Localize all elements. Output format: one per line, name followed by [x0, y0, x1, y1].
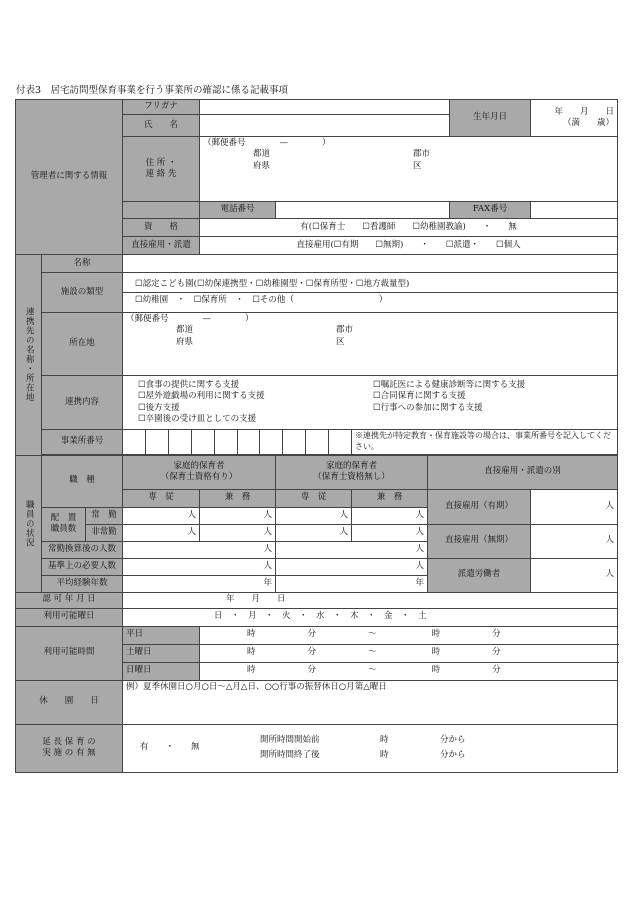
unit-person: 人 — [605, 500, 615, 511]
hour-unit: 時 — [431, 647, 441, 658]
fax-field[interactable] — [531, 202, 618, 219]
prefecture-label-2: 府県 — [253, 160, 271, 171]
hour-unit: 時 — [380, 734, 389, 745]
fax-label: FAX番号 — [450, 202, 531, 219]
avg-years-unlicensed-field[interactable] — [276, 575, 428, 592]
facility-type-options[interactable] — [123, 273, 618, 313]
fte-unlicensed-field[interactable] — [276, 541, 428, 558]
fte-licensed-field[interactable] — [123, 541, 276, 558]
confirmation-form — [15, 99, 618, 773]
employment-options[interactable]: 直接雇用(☐有期 ☐無期) ・ ☐派遣・ ☐個人 — [200, 237, 618, 255]
range-tilde: ～ — [368, 665, 377, 676]
office-number-digit[interactable] — [306, 430, 329, 454]
partner-city-2: 区 — [336, 336, 345, 347]
minute-unit: 分 — [307, 647, 317, 658]
manager-section-label: 管理者に関する情報 — [16, 100, 123, 255]
dispatch-field[interactable] — [531, 558, 618, 592]
holiday-field[interactable] — [123, 680, 618, 724]
hour-unit: 時 — [431, 629, 441, 640]
office-number-note: ※連携先が特定教育・保育施設等の場合は、事業所番号を記入してください。 — [352, 430, 618, 455]
staff-section-label: 職員の状況 — [16, 455, 42, 592]
unlicensed-part-nonregular[interactable] — [352, 524, 428, 541]
placement-label: 配 置 — [50, 512, 77, 523]
phone-field[interactable] — [276, 202, 450, 219]
available-days-label: 利用可能曜日 — [16, 608, 123, 626]
birthdate-label: 生年月日 — [450, 100, 531, 137]
partner-location-field[interactable] — [123, 313, 618, 376]
address-field[interactable] — [200, 137, 618, 202]
office-number-digit[interactable] — [238, 430, 261, 454]
qualification-label: 資 格 — [123, 219, 200, 237]
office-number-digit[interactable] — [123, 430, 146, 454]
col-unlicensed-header — [276, 455, 428, 489]
avg-years-label: 平均経験年数 — [42, 575, 123, 592]
extended-label-line1: 延 長 保 育 の — [42, 736, 96, 747]
job-type-label: 職 種 — [42, 455, 123, 507]
col-licensed-sub: （保育士資格有り） — [160, 472, 238, 483]
unlicensed-full-nonregular[interactable] — [276, 524, 352, 541]
office-number-digit[interactable] — [329, 430, 351, 454]
after-closing-label: 開所時間終了後 — [260, 750, 320, 761]
weekday-label: 平日 — [123, 626, 200, 644]
unit-person: 人 — [415, 560, 425, 571]
minute-unit: 分 — [307, 665, 317, 676]
saturday-label: 土曜日 — [123, 644, 200, 662]
extended-yes-no[interactable]: 有 ・ 無 — [140, 742, 200, 753]
saturday-hours-field[interactable] — [200, 644, 618, 662]
unlicensed-part-regular[interactable] — [352, 507, 428, 524]
partner-content-options[interactable] — [123, 376, 618, 430]
unlicensed-full-header: 専 従 — [276, 489, 352, 507]
available-days-field[interactable] — [123, 608, 618, 626]
hour-unit: 時 — [431, 665, 441, 676]
regular-label: 常 勤 — [86, 507, 123, 524]
birthdate-value: 年 月 日 — [554, 106, 615, 117]
office-number-digit[interactable] — [260, 430, 283, 454]
avg-years-licensed-field[interactable] — [123, 575, 276, 592]
age-value: （満 歳） — [563, 118, 615, 128]
unit-year: 年 — [263, 577, 273, 588]
content-joint-care-checkbox[interactable]: ☐合同保育に関する支援 — [373, 391, 466, 402]
weekday-hours-field[interactable] — [200, 626, 618, 644]
hour-unit: 時 — [247, 629, 256, 640]
from-minutes: 分から — [440, 750, 466, 761]
form-caption: 付表3 居宅訪問型保育事業を行う事業所の確認に係る記載事項 — [16, 85, 289, 96]
sunday-hours-field[interactable] — [200, 662, 618, 680]
licensed-part-nonregular[interactable] — [200, 524, 276, 541]
unit-person: 人 — [415, 543, 425, 554]
furigana-field[interactable] — [200, 100, 450, 115]
partner-location-label: 所在地 — [42, 313, 123, 376]
office-number-digit[interactable] — [192, 430, 215, 454]
office-number-digit[interactable] — [215, 430, 238, 454]
licensed-full-header: 専 従 — [123, 489, 200, 507]
extended-care-field[interactable] — [123, 724, 618, 772]
hour-unit: 時 — [247, 647, 256, 658]
content-graduation-checkbox[interactable]: ☐卒園後の受け皿としての支援 — [138, 413, 257, 424]
range-tilde: ～ — [368, 647, 377, 658]
extended-care-label — [16, 724, 123, 772]
unit-person: 人 — [605, 535, 615, 546]
facility-type-label: 施設の類型 — [42, 273, 123, 313]
employment-label: 直接雇用・派遣 — [123, 237, 200, 255]
partner-city-1: 郡市 — [336, 325, 354, 336]
before-opening-label: 開所時間開始前 — [260, 734, 320, 745]
content-playground-checkbox[interactable]: ☐屋外遊戯場の利用に関する支援 — [138, 391, 265, 402]
available-hours-label: 利用可能時間 — [16, 626, 123, 680]
partner-name-field[interactable] — [123, 255, 618, 273]
partner-section-label: 連携先の名称・所在地 — [16, 255, 42, 456]
unit-person: 人 — [187, 526, 197, 537]
required-licensed-field[interactable] — [123, 558, 276, 575]
dispatch-label: 派遣労働者 — [428, 558, 531, 592]
minute-unit: 分 — [492, 647, 501, 658]
facility-type-line1: ☐認定こども園(☐幼保連携型・☐幼稚園型・☐保育所型・☐地方裁量型) — [123, 277, 617, 293]
unit-person: 人 — [263, 509, 273, 520]
minute-unit: 分 — [492, 665, 501, 676]
phone-label: 電話番号 — [200, 202, 276, 219]
unit-person: 人 — [187, 509, 197, 520]
office-number-digit[interactable] — [283, 430, 306, 454]
office-number-boxes[interactable] — [123, 430, 352, 455]
col-licensed-title: 家庭的保育者 — [173, 460, 225, 471]
from-minutes: 分から — [440, 734, 466, 745]
licensed-part-regular[interactable] — [200, 507, 276, 524]
partner-postal-code: （郵便番号 — ） — [126, 314, 254, 324]
unit-person: 人 — [263, 560, 273, 571]
address-label-line2: 連 絡 先 — [145, 169, 177, 179]
minute-unit: 分 — [492, 629, 501, 640]
content-backup-checkbox[interactable]: ☐後方支援 — [138, 402, 180, 413]
licensed-part-header: 兼 務 — [200, 489, 276, 507]
col-licensed-header — [123, 455, 276, 489]
partner-prefecture-2: 府県 — [176, 336, 194, 347]
required-label: 基準上の必要人数 — [42, 558, 123, 575]
unit-person: 人 — [415, 526, 425, 537]
office-number-digit[interactable] — [169, 430, 192, 454]
content-events-checkbox[interactable]: ☐行事への参加に関する支援 — [373, 402, 483, 413]
unit-person: 人 — [339, 509, 349, 520]
prefecture-label-1: 都道 — [253, 149, 271, 160]
extended-label-line2: 実 施 の 有 無 — [42, 748, 96, 759]
unlicensed-part-header: 兼 務 — [352, 489, 428, 507]
partner-prefecture-1: 都道 — [176, 325, 194, 336]
licensed-full-regular[interactable] — [123, 507, 200, 524]
city-label-1: 郡市 — [413, 149, 431, 160]
postal-code: （郵便番号 — ） — [203, 138, 331, 148]
unit-person: 人 — [605, 569, 615, 580]
approval-date-label: 認 可 年 月 日 — [16, 592, 123, 608]
unit-person: 人 — [415, 509, 425, 520]
office-number-label: 事業所番号 — [42, 430, 123, 455]
minute-unit: 分 — [307, 629, 317, 640]
nonregular-label: 非常勤 — [86, 524, 123, 541]
hour-unit: 時 — [380, 750, 389, 761]
name-label: 氏 名 — [123, 115, 200, 137]
unit-year: 年 — [415, 577, 425, 588]
unit-person: 人 — [339, 526, 349, 537]
direct-fixed-label: 直接雇用（有期） — [428, 489, 531, 524]
unit-person: 人 — [263, 526, 273, 537]
approval-date-value: 年 月 日 — [226, 594, 286, 605]
holiday-label: 休 園 日 — [16, 680, 123, 724]
available-days-value: 日 ・ 月 ・ 火 ・ 水 ・ 木 ・ 金 ・ 土 — [214, 611, 427, 622]
furigana-label: フリガナ — [123, 100, 200, 115]
partner-name-label: 名称 — [42, 255, 123, 273]
direct-indef-field[interactable] — [531, 524, 618, 558]
address-label-cont — [123, 202, 200, 219]
qualification-options[interactable]: 有(☐保育士 ☐看護師 ☐幼稚園教諭) ・ 無 — [200, 219, 618, 237]
office-number-digit[interactable] — [146, 430, 169, 454]
hour-unit: 時 — [247, 665, 256, 676]
partner-content-label: 連携内容 — [42, 376, 123, 430]
unit-person: 人 — [263, 543, 273, 554]
city-label-2: 区 — [413, 160, 422, 171]
holiday-example: 例）夏季休園日○月○日～△月△日、○○行事の振替休日○月第△曜日 — [126, 681, 387, 692]
col-unlicensed-title: 家庭的保育者 — [326, 460, 378, 471]
content-meal-checkbox[interactable]: ☐食事の提供に関する支援 — [138, 379, 240, 390]
sunday-label: 日曜日 — [123, 662, 200, 680]
birthdate-field[interactable] — [531, 100, 618, 137]
content-doctor-checkbox[interactable]: ☐嘱託医による健康診断等に関する支援 — [373, 379, 526, 390]
placement-count-label — [42, 507, 86, 541]
address-label — [123, 137, 200, 202]
facility-type-line2: ☐幼稚園 ・ ☐保育所 ・ ☐その他（ ） — [135, 295, 388, 305]
licensed-full-nonregular[interactable] — [123, 524, 200, 541]
approval-date-field[interactable] — [123, 592, 618, 608]
fte-label: 常勤換算後の人数 — [42, 541, 123, 558]
count-label: 職員数 — [50, 524, 77, 535]
required-unlicensed-field[interactable] — [276, 558, 428, 575]
range-tilde: ～ — [368, 629, 377, 640]
unlicensed-full-regular[interactable] — [276, 507, 352, 524]
name-field[interactable] — [200, 115, 450, 137]
direct-indef-label: 直接雇用（無期） — [428, 524, 531, 558]
address-label-line1: 住 所 ・ — [145, 157, 177, 168]
col-employment-header: 直接雇用・派遣の別 — [428, 455, 618, 489]
direct-fixed-field[interactable] — [531, 489, 618, 524]
col-unlicensed-sub: （保育士資格無し） — [313, 472, 390, 483]
